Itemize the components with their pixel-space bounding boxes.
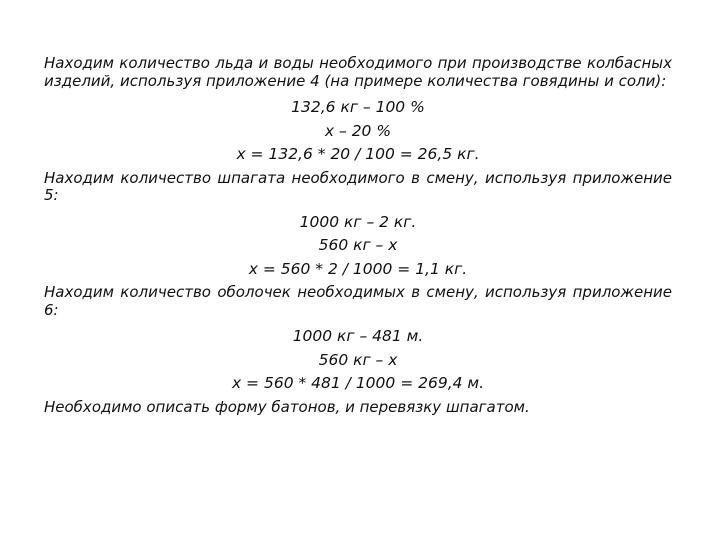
paragraph-ice-water: Находим количество льда и воды необходимого при производстве колбасных изделий, используя приложение 4 (на примере количества говядины и соли):: [44, 54, 672, 90]
proportion-line: 132,6 кг – 100 %: [291, 98, 425, 116]
paragraph-casings: Находим количество оболочек необходимых в смену, используя приложение 6:: [44, 283, 672, 319]
proportion-line: 1000 кг – 2 кг.: [299, 212, 417, 231]
proportion-line: 560 кг – х: [318, 236, 398, 254]
result-line: х = 132,6 * 20 / 100 = 26,5 кг.: [236, 145, 480, 163]
proportion-line: х – 20 %: [324, 121, 392, 140]
result-line: х = 560 * 2 / 1000 = 1,1 кг.: [248, 259, 468, 278]
proportion-line: 560 кг – х: [318, 350, 398, 369]
paragraph-twine: Находим количество шпагата необходимого в смену, используя приложение 5:: [44, 168, 672, 204]
paragraph-conclusion: Необходимо описать форму батонов, и перевязку шпагатом.: [44, 397, 530, 416]
result-line: х = 560 * 481 / 1000 = 269,4 м.: [231, 374, 485, 392]
proportion-line: 1000 кг – 481 м.: [292, 327, 424, 345]
document-body: [44, 55, 672, 416]
